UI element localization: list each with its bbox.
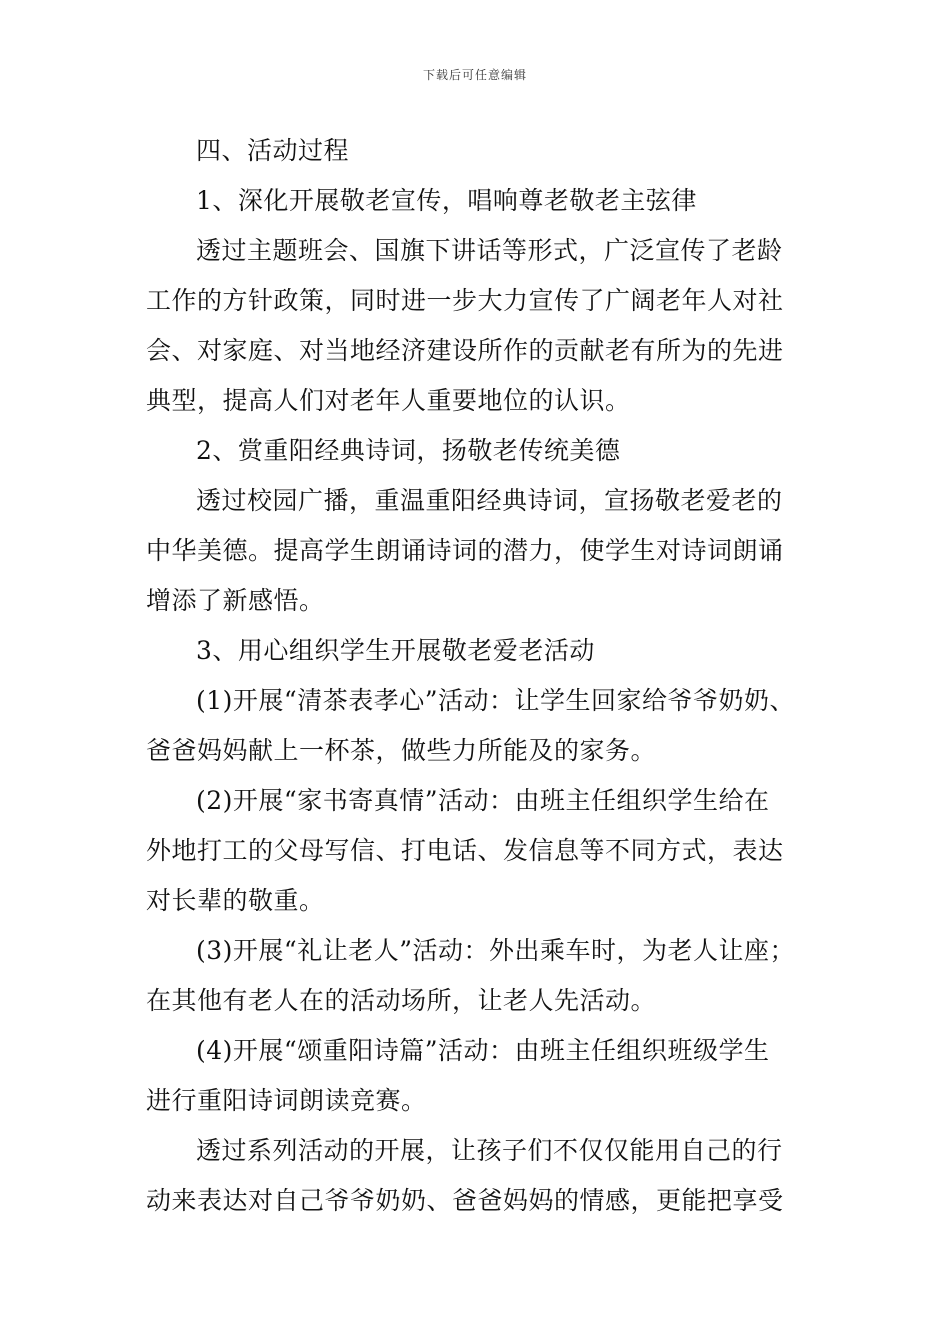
subheading: 3、用心组织学生开展敬老爱老活动 — [196, 636, 595, 665]
section-heading: 四、活动过程 — [196, 136, 350, 165]
list-item-line: 外地打工的父母写信、打电话、发信息等不同方式，表达 — [146, 836, 784, 865]
list-item-line: (2)开展“家书寄真情”活动：由班主任组织学生给在 — [196, 786, 770, 815]
list-item-line: 在其他有老人在的活动场所，让老人先活动。 — [146, 986, 657, 1015]
paragraph-line: 透过系列活动的开展，让孩子们不仅仅能用自己的行 — [196, 1136, 783, 1165]
list-item-line: 对长辈的敬重。 — [146, 886, 325, 915]
list-item-line: (4)开展“颂重阳诗篇”活动：由班主任组织班级学生 — [196, 1036, 770, 1065]
paragraph-line: 透过主题班会、国旗下讲话等形式，广泛宣传了老龄 — [196, 236, 783, 265]
document-body — [146, 126, 826, 1226]
list-item-line: 爸爸妈妈献上一杯茶，做些力所能及的家务。 — [146, 736, 657, 765]
list-item-line: (3)开展“礼让老人”活动：外出乘车时，为老人让座； — [196, 936, 795, 965]
paragraph-line: 动来表达对自己爷爷奶奶、爸爸妈妈的情感，更能把享受 — [146, 1186, 784, 1215]
list-item-line: 进行重阳诗词朗读竞赛。 — [146, 1086, 427, 1115]
paragraph-line: 中华美德。提高学生朗诵诗词的潜力，使学生对诗词朗诵 — [146, 536, 784, 565]
paragraph-line: 典型，提高人们对老年人重要地位的认识。 — [146, 386, 631, 415]
list-item-line: (1)开展“清茶表孝心”活动：让学生回家给爷爷奶奶、 — [196, 686, 795, 715]
subheading: 2、赏重阳经典诗词，扬敬老传统美德 — [196, 436, 621, 465]
paragraph-line: 透过校园广播，重温重阳经典诗词，宣扬敬老爱老的 — [196, 486, 783, 515]
subheading: 1、深化开展敬老宣传，唱响尊老敬老主弦律 — [196, 186, 697, 215]
paragraph-line: 增添了新感悟。 — [146, 586, 325, 615]
paragraph-line: 会、对家庭、对当地经济建设所作的贡献老有所为的先进 — [146, 336, 784, 365]
page-header: 下载后可任意编辑 — [422, 68, 527, 82]
paragraph-line: 工作的方针政策，同时进一步大力宣传了广阔老年人对社 — [146, 286, 784, 315]
